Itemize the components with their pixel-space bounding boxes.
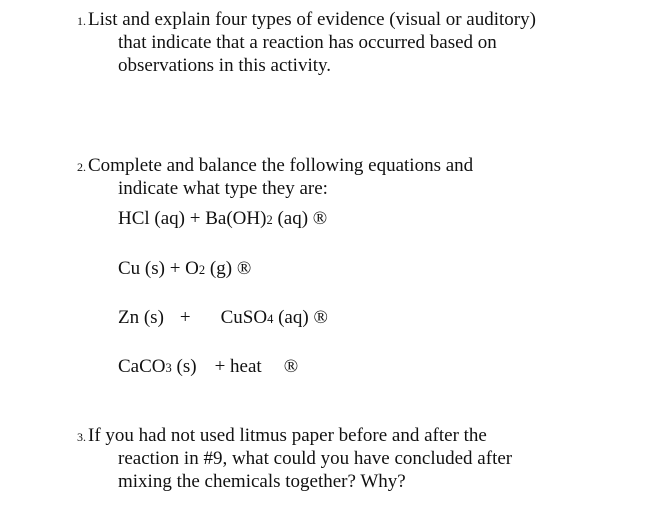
question-1-line-3: observations in this activity. [118,55,332,76]
equation-caco3-heat: CaCO3 (s) + heat ® [118,356,299,377]
question-2-line-2: indicate what type they are: [118,178,328,199]
arrow-symbol: ® [236,258,252,279]
arrow-symbol: ® [283,356,299,377]
question-2-line-1: 2. Complete and balance the following equations and [77,155,474,176]
question-3-line-3: mixing the chemicals together? Why? [118,471,406,492]
arrow-symbol: ® [312,208,328,229]
question-3-line-1: 3. If you had not used litmus paper before and after the [77,425,487,446]
question-3-line-2: reaction in #9, what could you have concluded after [118,448,513,469]
question-3-number: 3. [77,430,86,444]
question-2-number: 2. [77,160,86,174]
question-1-line-2: that indicate that a reaction has occurred based on [118,32,497,53]
question-1-line-1: 1. List and explain four types of evidence (visual or auditory) [77,9,536,30]
question-1-number: 1. [77,14,86,28]
equation-hcl-baoh2: HCl (aq) + Ba(OH)2 (aq) ® [118,208,328,229]
equation-zn-cuso4: Zn (s) + CuSO4 (aq) ® [118,307,328,328]
equation-cu-o2: Cu (s) + O2 (g) ® [118,258,252,279]
arrow-symbol: ® [313,307,328,328]
